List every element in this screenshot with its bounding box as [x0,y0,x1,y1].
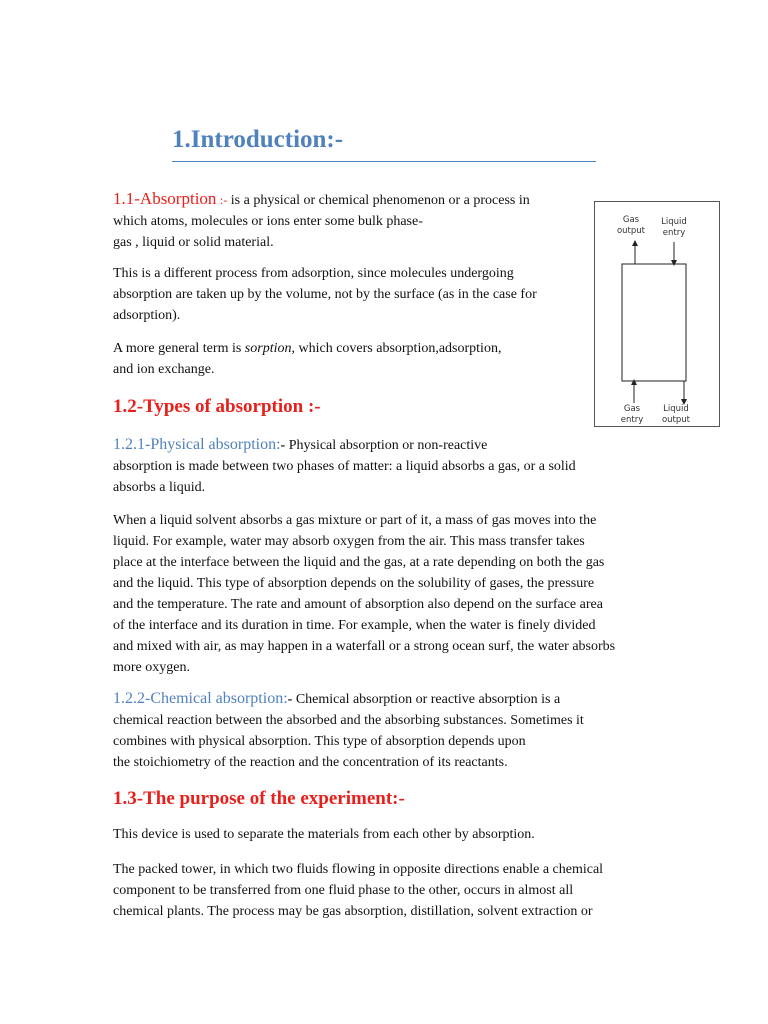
absorption-line-1: is a physical or chemical phenomenon or a process in [227,193,530,208]
adsorption-difference-paragraph [113,263,537,326]
sorption-paragraph [113,338,501,380]
absorption-line-2: which atoms, molecules or ions enter some bulk phase- [113,214,423,229]
text-line: combines with physical absorption. This type of absorption depends upon [113,734,526,749]
sorption-term: sorption [244,341,292,356]
liquid-output-label-1: Liquid [663,404,689,414]
text-line: When a liquid solvent absorbs a gas mixture or part of it, a mass of gas moves into the [113,513,597,528]
text-line: more oxygen. [113,660,190,675]
text-line: absorption are taken up by the volume, not by the surface (as in the case for [113,287,537,302]
absorption-line-3: gas , liquid or solid material. [113,235,274,250]
chemical-absorption-separator: - [287,692,293,707]
text-line: liquid. For example, water may absorb oxygen from the air. This mass transfer takes [113,534,585,549]
text-line: of the interface and its duration in time. For example, when the water is finely divided [113,618,596,633]
sorption-post: , which covers absorption,adsorption, [291,341,502,356]
column-body [622,264,686,381]
gas-output-label-1: Gas [622,215,640,225]
text-line: absorbs a liquid. [113,480,206,495]
text-line: place at the interface between the liquid and the gas, at a rate depending on both the gas [113,555,605,570]
text-line: and the temperature. The rate and amount of absorption also depend on the surface area [113,597,603,612]
sorption-pre: A more general term is [113,341,245,356]
text-line: and the liquid. This type of absorption depends on the solubility of gases, the pressure [113,576,595,591]
absorption-heading: 1.1-Absorption [113,189,217,208]
text-line: adsorption). [113,308,181,323]
sorption-line-2: and ion exchange. [113,362,215,377]
gas-entry-label-2: entry [620,415,644,425]
packed-tower-paragraph [113,859,603,922]
chemical-absorption-heading: 1.2.2-Chemical absorption: [113,690,288,707]
absorption-column-diagram [594,201,720,427]
absorption-separator: :- [219,193,228,207]
text-line: absorption is made between two phases of matter: a liquid absorbs a gas, or a solid [113,459,576,474]
physical-absorption-lead: Physical absorption or non-reactive [285,438,488,453]
text-line: This is a different process from adsorption, since molecules undergoing [113,266,514,281]
page-title: 1.Introduction:- [172,124,596,162]
text-line: The packed tower, in which two fluids flowing in opposite directions enable a chemical [113,862,604,877]
chemical-absorption-lead: Chemical absorption or reactive absorption is a [292,692,561,707]
physical-absorption-separator: - [280,438,286,453]
text-line: chemical reaction between the absorbed and the absorbing substances. Sometimes it [113,713,584,728]
physical-absorption-heading: 1.2.1-Physical absorption: [113,436,281,453]
text-line: component to be transferred from one fluid phase to the other, occurs in almost all [113,883,574,898]
liquid-output-label-2: output [661,415,691,425]
types-heading: 1.2-Types of absorption :- [113,396,321,417]
text-line: the stoichiometry of the reaction and the concentration of its reactants. [113,755,508,770]
text-line: and mixed with air, as may happen in a waterfall or a strong ocean surf, the water absorbs [113,639,616,654]
purpose-paragraph-1: This device is used to separate the materials from each other by absorption. [113,827,535,842]
liquid-entry-label-1: Liquid [661,217,687,227]
chemical-absorption-paragraph [113,688,584,773]
gas-output-label-2: output [616,226,646,236]
liquid-entry-label-2: entry [662,228,686,238]
purpose-heading: 1.3-The purpose of the experiment:- [113,788,405,809]
liquid-solvent-paragraph [113,510,615,678]
absorption-paragraph [113,188,530,253]
physical-absorption-paragraph [113,434,576,498]
gas-entry-label-1: Gas [623,404,641,414]
text-line: chemical plants. The process may be gas absorption, distillation, solvent extraction or [113,904,593,919]
